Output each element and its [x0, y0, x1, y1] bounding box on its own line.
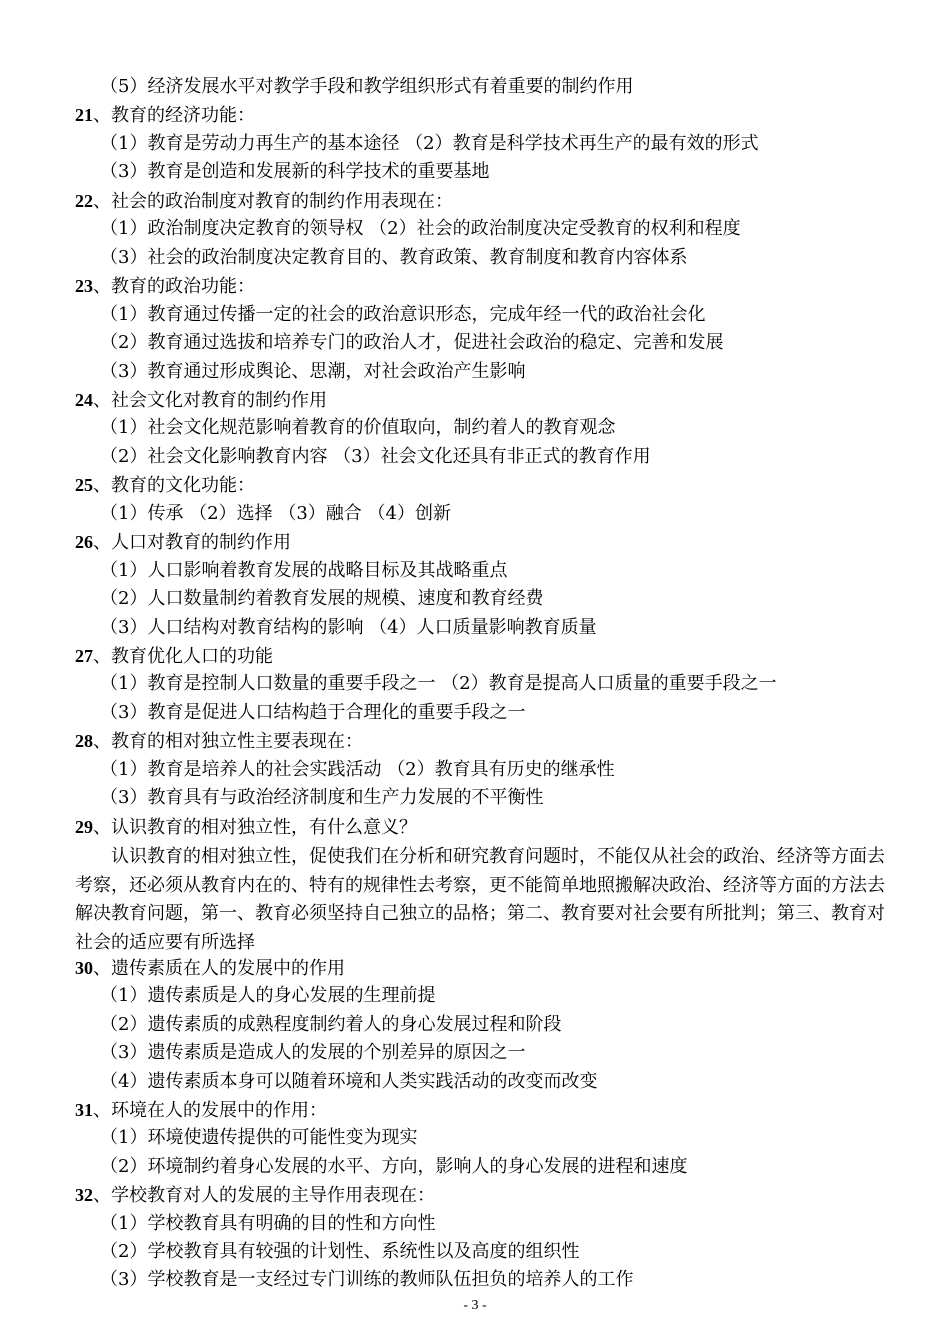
line-text: （1）教育是控制人口数量的重要手段之一 （2）教育是提高人口质量的重要手段之一	[100, 673, 777, 695]
line-text: 、教育的政治功能：	[93, 276, 255, 298]
question-number: 27	[75, 646, 93, 666]
list-line	[0, 670, 950, 698]
list-line	[0, 699, 950, 727]
question-number: 24	[75, 389, 93, 410]
page-number: - 3 -	[463, 1298, 487, 1313]
list-line	[0, 1266, 950, 1294]
line-text: 、遗传素质在人的发展中的作用	[93, 958, 345, 979]
list-line	[0, 244, 950, 272]
question-heading	[0, 187, 950, 215]
question-number: 30	[75, 958, 93, 978]
line-text: （2）教育通过选拔和培养专门的政治人才，促进社会政治的稳定、完善和发展	[100, 332, 724, 354]
line-text: 、认识教育的相对独立性，有什么意义？	[93, 816, 417, 838]
list-line	[0, 1153, 950, 1181]
list-line	[0, 1124, 950, 1152]
question-number: 21	[75, 105, 93, 126]
list-line	[0, 982, 950, 1010]
question-number: 32	[75, 1185, 93, 1206]
list-line	[0, 1068, 950, 1096]
line-text: （2）环境制约着身心发展的水平、方向，影响人的身心发展的进程和速度	[100, 1155, 688, 1177]
question-number: 29	[75, 816, 93, 837]
question-number: 23	[75, 276, 93, 297]
list-line	[0, 443, 950, 471]
question-number: 26	[75, 532, 93, 553]
line-text: （3）教育是促进人口结构趋于合理化的重要手段之一	[100, 701, 526, 723]
line-text: （2）遗传素质的成熟程度制约着人的身心发展过程和阶段	[100, 1013, 562, 1035]
question-heading	[0, 101, 950, 129]
list-line	[0, 1210, 950, 1238]
list-line	[0, 301, 950, 329]
question-heading	[0, 528, 950, 556]
list-line	[0, 614, 950, 642]
line-text: 、教育的经济功能：	[93, 105, 255, 127]
list-line	[0, 158, 950, 186]
list-line	[0, 329, 950, 357]
answer-paragraph-29: 认识教育的相对独立性，促使我们在分析和研究教育问题时，不能仅从社会的政治、经济等方面去考察，还必须从教育内在的、特有的规律性去考察，更不能简单地照搬解决政治、经济等方面的方法去解决教育问题，第一、教育必须坚持自己独立的品格；第二、教育要对社会要有所批判；第三、教育对社会的适应要有所选择	[75, 846, 885, 953]
line-text: 、教育的相对独立性主要表现在：	[93, 731, 363, 753]
list-line	[0, 1238, 950, 1266]
question-heading	[0, 1096, 950, 1124]
line-text: 、环境在人的发展中的作用：	[93, 1100, 327, 1121]
line-text: （3）遗传素质是造成人的发展的个别差异的原因之一	[100, 1042, 526, 1064]
question-heading	[0, 386, 950, 414]
line-text: （2）人口数量制约着教育发展的规模、速度和教育经费	[100, 588, 544, 610]
question-number: 31	[75, 1100, 93, 1120]
question-heading	[0, 471, 950, 499]
line-text: （1）遗传素质是人的身心发展的生理前提	[100, 985, 436, 1007]
line-text: （1）政治制度决定教育的领导权 （2）社会的政治制度决定受教育的权利和程度	[100, 218, 741, 240]
line-text: 、社会的政治制度对教育的制约作用表现在：	[93, 190, 453, 212]
question-number: 28	[75, 731, 93, 752]
list-line	[0, 784, 950, 812]
question-heading	[0, 954, 950, 982]
line-text: （3）社会的政治制度决定教育目的、教育政策、教育制度和教育内容体系	[100, 246, 688, 268]
line-text: （3）学校教育是一支经过专门训练的教师队伍担负的培养人的工作	[100, 1269, 634, 1291]
list-line	[0, 557, 950, 585]
question-heading	[0, 642, 950, 670]
line-text: （5）经济发展水平对教学手段和教学组织形式有着重要的制约作用	[100, 76, 634, 97]
line-text: 、教育优化人口的功能	[93, 646, 273, 667]
line-text: （3）教育具有与政治经济制度和生产力发展的不平衡性	[100, 787, 544, 809]
line-text: （1）环境使遗传提供的可能性变为现实	[100, 1127, 418, 1149]
line-text: （1）人口影响着教育发展的战略目标及其战略重点	[100, 559, 508, 581]
list-line	[0, 500, 950, 528]
list-line	[0, 585, 950, 613]
line-text: （1）社会文化规范影响着教育的价值取向，制约着人的教育观念	[100, 417, 616, 439]
list-line	[0, 73, 950, 101]
line-text: 、人口对教育的制约作用	[93, 532, 291, 554]
list-line	[0, 1011, 950, 1039]
line-text: （1）学校教育具有明确的目的性和方向性	[100, 1212, 436, 1234]
list-line	[0, 1039, 950, 1067]
question-heading	[0, 1181, 950, 1209]
line-text: （1）教育是培养人的社会实践活动 （2）教育具有历史的继承性	[100, 758, 615, 780]
line-text: （1）教育是劳动力再生产的基本途径 （2）教育是科学技术再生产的最有效的形式	[100, 132, 759, 154]
question-heading	[0, 727, 950, 755]
question-heading	[0, 813, 950, 841]
line-text: （3）人口结构对教育结构的影响 （4）人口质量影响教育质量	[100, 616, 597, 638]
line-text: （2）学校教育具有较强的计划性、系统性以及高度的组织性	[100, 1241, 580, 1262]
line-text: （2）社会文化影响教育内容 （3）社会文化还具有非正式的教育作用	[100, 445, 651, 467]
question-heading	[0, 272, 950, 300]
list-line	[0, 756, 950, 784]
line-text: 、学校教育对人的发展的主导作用表现在：	[93, 1185, 435, 1207]
line-text: （3）教育是创造和发展新的科学技术的重要基地	[100, 161, 490, 183]
line-text: 、教育的文化功能：	[93, 475, 255, 497]
list-line	[0, 215, 950, 243]
question-number: 22	[75, 190, 93, 211]
line-text: （1）传承 （2）选择 （3）融合 （4）创新	[100, 502, 451, 524]
list-line	[0, 130, 950, 158]
line-text: （4）遗传素质本身可以随着环境和人类实践活动的改变而改变	[100, 1070, 598, 1092]
question-number: 25	[75, 475, 93, 496]
list-line	[0, 414, 950, 442]
line-text: （1）教育通过传播一定的社会的政治意识形态，完成年经一代的政治社会化	[100, 303, 706, 325]
list-line	[0, 358, 950, 386]
line-text: （3）教育通过形成舆论、思潮，对社会政治产生影响	[100, 360, 526, 382]
line-text: 、社会文化对教育的制约作用	[93, 389, 327, 411]
